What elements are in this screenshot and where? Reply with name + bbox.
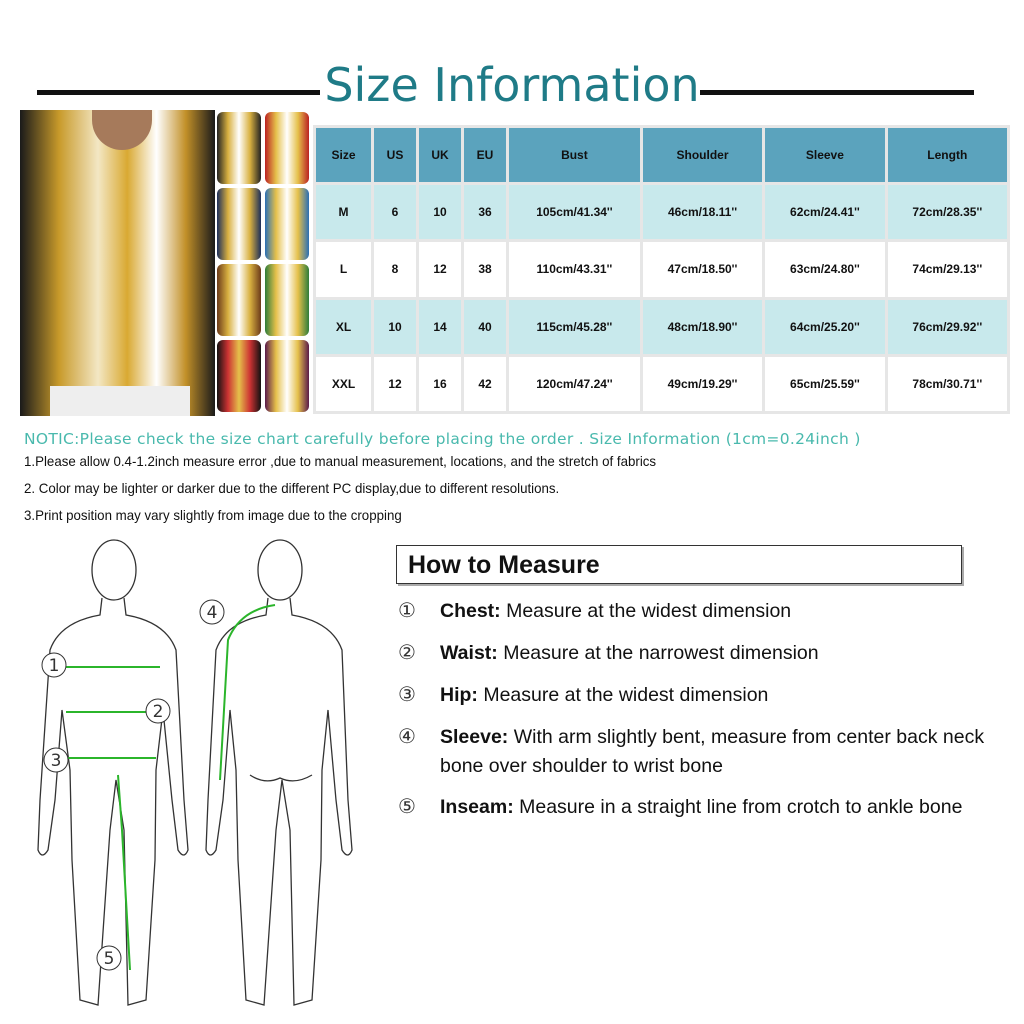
table-cell: 14 bbox=[419, 300, 461, 354]
marker-label: 4 bbox=[206, 603, 218, 623]
header-cell: Sleeve bbox=[765, 128, 884, 182]
how-to-measure-heading bbox=[396, 545, 962, 584]
table-cell: 115cm/45.28'' bbox=[509, 300, 640, 354]
table-cell: 6 bbox=[374, 185, 416, 239]
front-body-figure bbox=[38, 540, 188, 1005]
note-3: 3.Print position may vary slightly from image due to the cropping bbox=[24, 507, 402, 523]
measure-description: Measure at the narrowest dimension bbox=[497, 642, 819, 664]
back-body-figure bbox=[206, 540, 352, 1005]
header-cell: Length bbox=[888, 128, 1007, 182]
table-row bbox=[316, 300, 1007, 354]
measure-label: Chest: bbox=[440, 600, 501, 622]
number-circle-icon: ③ bbox=[398, 684, 416, 706]
table-row bbox=[316, 357, 1007, 411]
marker-1 bbox=[42, 653, 66, 677]
table-cell: 72cm/28.35'' bbox=[888, 185, 1007, 239]
table-cell: 16 bbox=[419, 357, 461, 411]
measure-description: Measure at the widest dimension bbox=[477, 684, 769, 706]
measure-label: Hip: bbox=[440, 684, 478, 706]
measure-label: Sleeve: bbox=[440, 726, 509, 748]
marker-4 bbox=[200, 600, 224, 624]
measure-lines bbox=[56, 605, 275, 970]
measure-description: Measure in a straight line from crotch to ankle bone bbox=[513, 796, 963, 818]
note-2: 2. Color may be lighter or darker due to the different PC display,due to different resolutions. bbox=[24, 480, 560, 496]
marker-label: 5 bbox=[103, 949, 115, 969]
table-cell: 120cm/47.24'' bbox=[509, 357, 640, 411]
table-cell: 78cm/30.71'' bbox=[888, 357, 1007, 411]
table-cell: 10 bbox=[419, 185, 461, 239]
table-cell: 62cm/24.41'' bbox=[765, 185, 884, 239]
table-cell: 65cm/25.59'' bbox=[765, 357, 884, 411]
note-1: 1.Please allow 0.4-1.2inch measure error ,due to manual measurement, locations, and the stretch of fabrics bbox=[24, 453, 657, 469]
table-row bbox=[316, 242, 1007, 296]
table-cell: 36 bbox=[464, 185, 506, 239]
table-cell: M bbox=[316, 185, 371, 239]
marker-label: 2 bbox=[152, 702, 164, 722]
marker-label: 3 bbox=[50, 751, 62, 771]
measure-label: Inseam: bbox=[440, 796, 514, 818]
how-to-measure-title: How to Measure bbox=[408, 551, 600, 579]
measure-label: Waist: bbox=[440, 642, 498, 664]
table-cell: 12 bbox=[374, 357, 416, 411]
size-table bbox=[313, 125, 1010, 414]
table-cell: 46cm/18.11'' bbox=[643, 185, 762, 239]
table-cell: 10 bbox=[374, 300, 416, 354]
header-cell: EU bbox=[464, 128, 506, 182]
page-title: Size Information bbox=[324, 58, 700, 112]
table-cell: 76cm/29.92'' bbox=[888, 300, 1007, 354]
header-cell: UK bbox=[419, 128, 461, 182]
notice-text: NOTIC:Please check the size chart carefully before placing the order . Size Information (1cm=0.24inch ) bbox=[24, 430, 861, 448]
table-cell: 42 bbox=[464, 357, 506, 411]
table-cell: XL bbox=[316, 300, 371, 354]
table-cell: 12 bbox=[419, 242, 461, 296]
measurement-figures bbox=[0, 530, 390, 1024]
measure-description: Measure at the widest dimension bbox=[500, 600, 792, 622]
number-circle-icon: ④ bbox=[398, 726, 416, 748]
table-cell: 38 bbox=[464, 242, 506, 296]
number-circle-icon: ① bbox=[398, 600, 416, 622]
table-cell: 74cm/29.13'' bbox=[888, 242, 1007, 296]
header-cell: Bust bbox=[509, 128, 640, 182]
table-cell: 110cm/43.31'' bbox=[509, 242, 640, 296]
marker-3 bbox=[44, 748, 68, 772]
table-cell: 105cm/41.34'' bbox=[509, 185, 640, 239]
marker-5 bbox=[97, 946, 121, 970]
header-cell: Size bbox=[316, 128, 371, 182]
table-cell: 63cm/24.80'' bbox=[765, 242, 884, 296]
header-cell: Shoulder bbox=[643, 128, 762, 182]
table-cell: 48cm/18.90'' bbox=[643, 300, 762, 354]
color-variant-thumbnails bbox=[217, 110, 312, 416]
table-cell: 49cm/19.29'' bbox=[643, 357, 762, 411]
marker-2 bbox=[146, 699, 170, 723]
product-photo bbox=[20, 110, 215, 416]
number-circle-icon: ② bbox=[398, 642, 416, 664]
table-cell: 40 bbox=[464, 300, 506, 354]
number-circle-icon: ⑤ bbox=[398, 796, 416, 818]
measure-description: With arm slightly bent, measure from center back neck bone over shoulder to wrist bone bbox=[440, 726, 985, 777]
table-cell: 64cm/25.20'' bbox=[765, 300, 884, 354]
header-cell: US bbox=[374, 128, 416, 182]
marker-label: 1 bbox=[48, 656, 60, 676]
table-cell: XXL bbox=[316, 357, 371, 411]
table-cell: 47cm/18.50'' bbox=[643, 242, 762, 296]
table-cell: 8 bbox=[374, 242, 416, 296]
table-row bbox=[316, 185, 1007, 239]
table-cell: L bbox=[316, 242, 371, 296]
table-header-row bbox=[316, 128, 1007, 182]
